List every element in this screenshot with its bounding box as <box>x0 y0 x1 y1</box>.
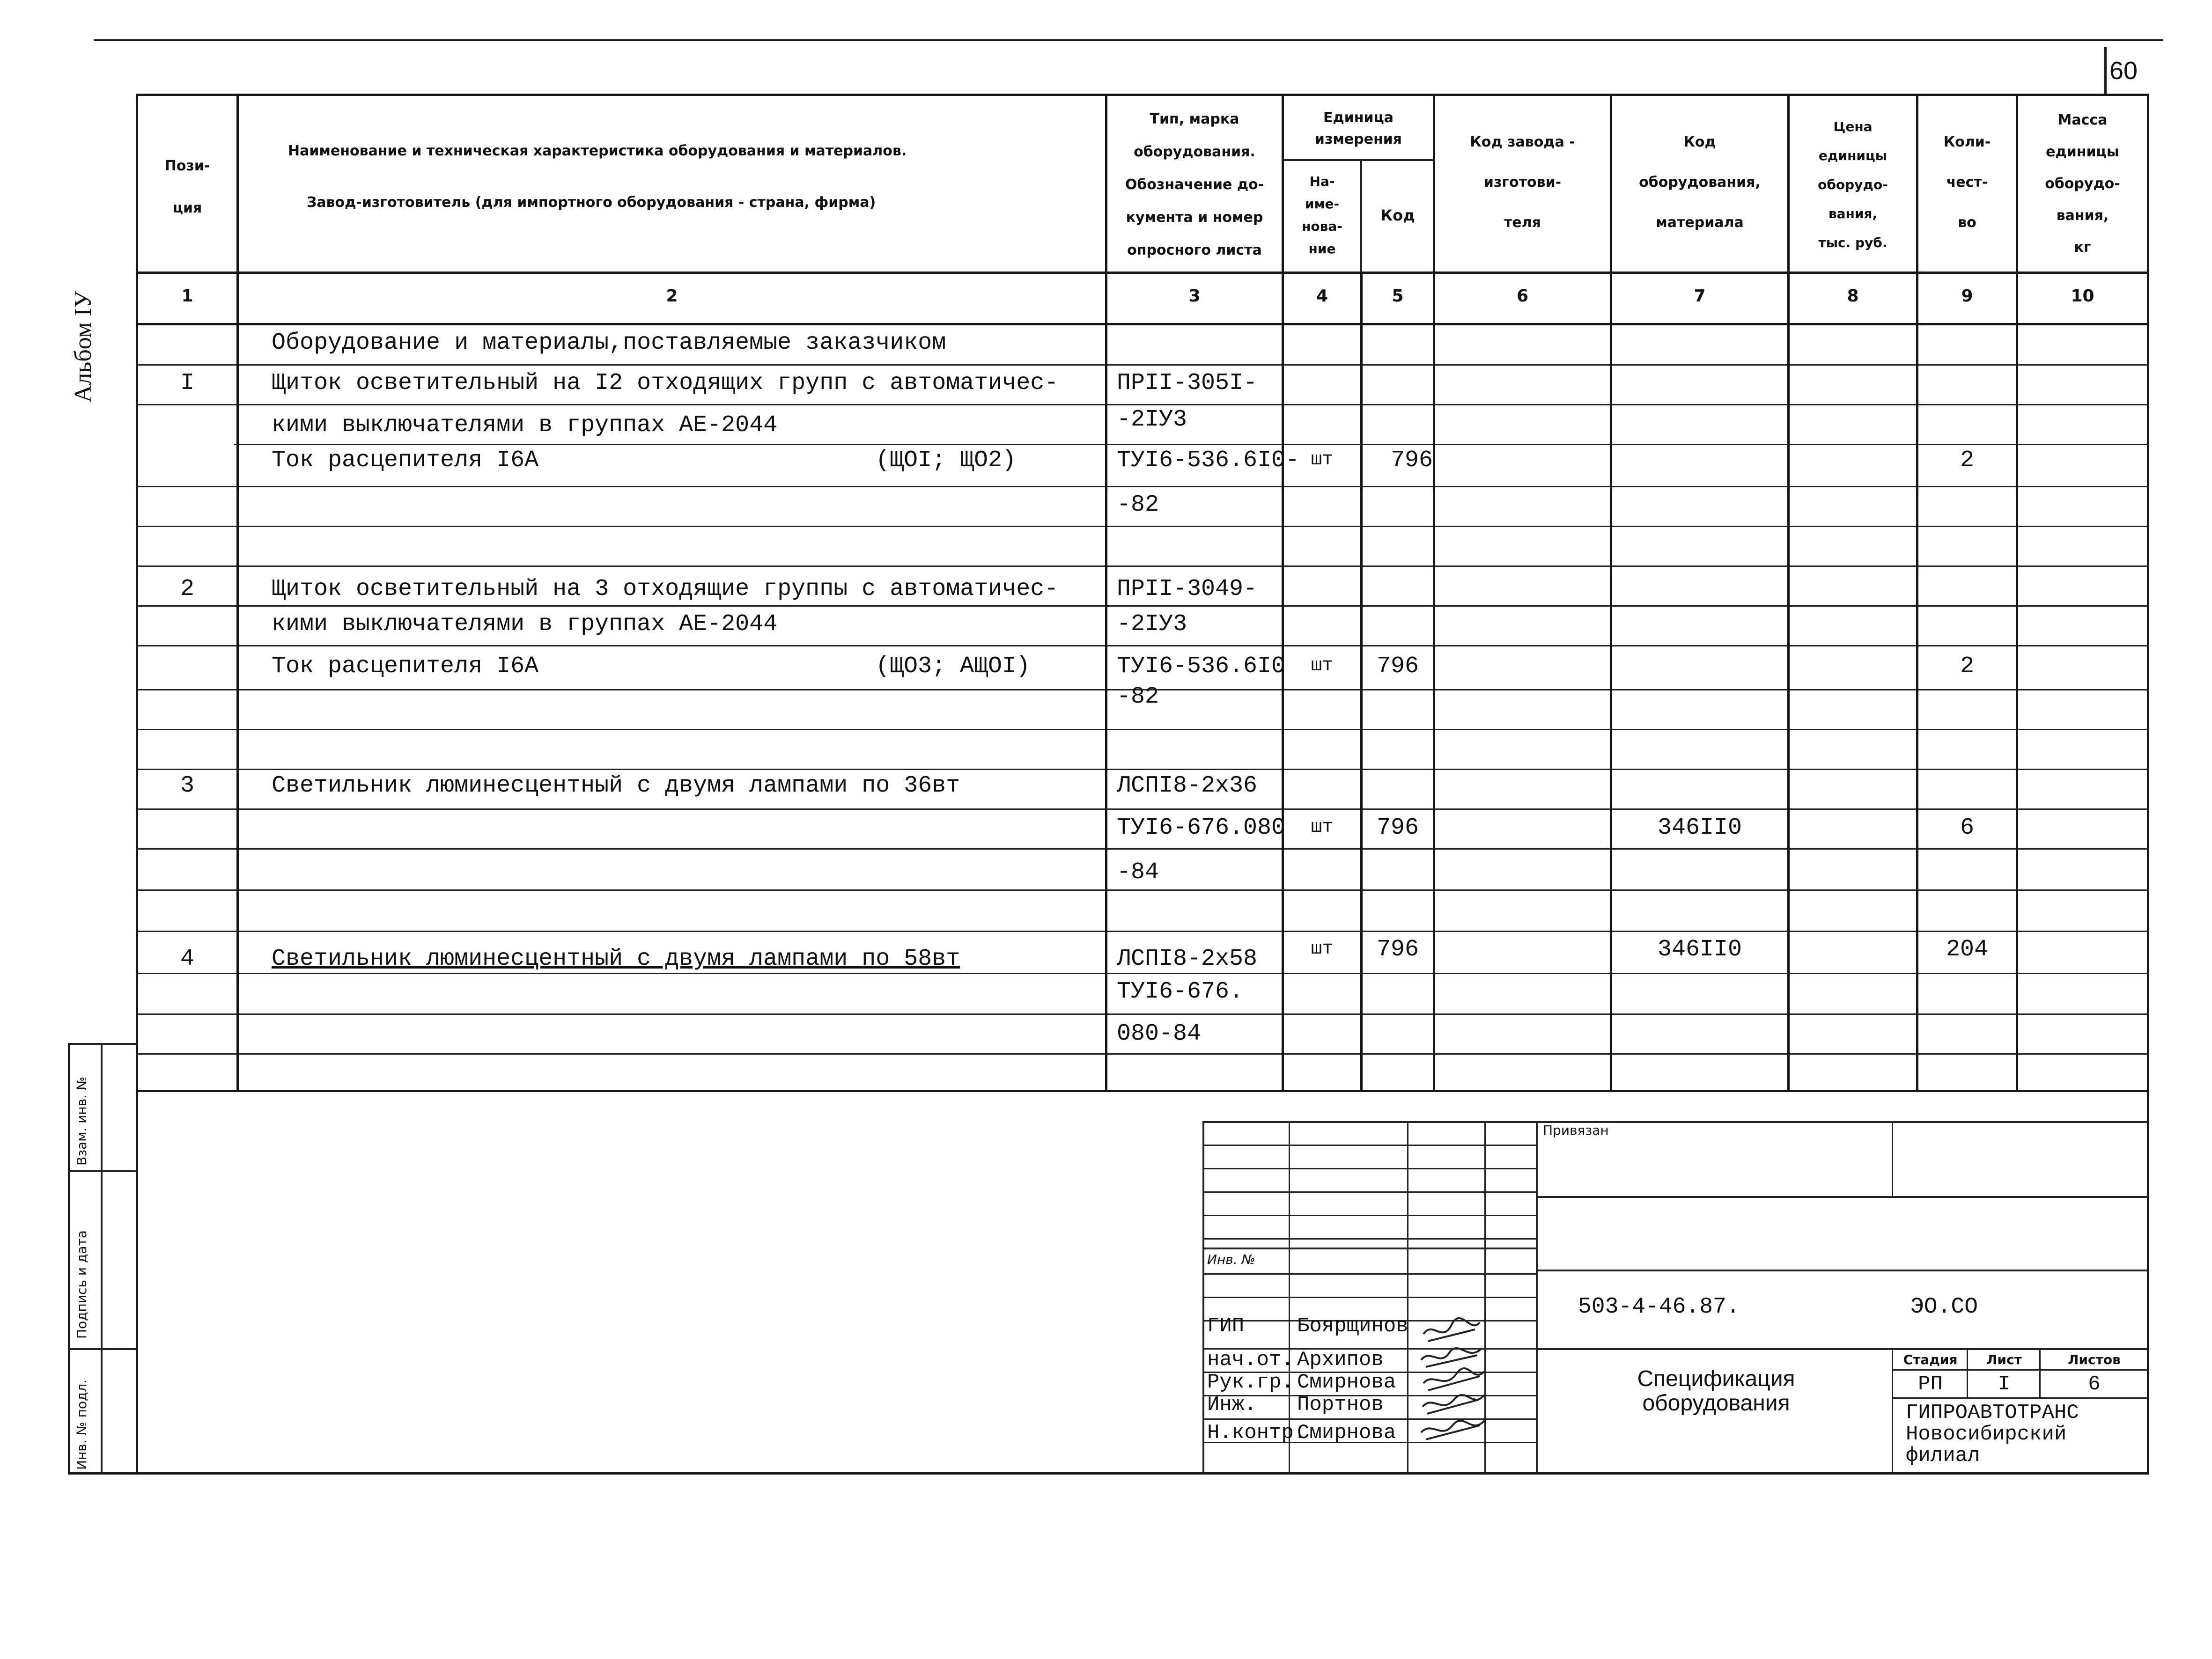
section-title: Оборудование и материалы,поставляемые заказчиком <box>272 330 946 356</box>
margin-stamp-divider <box>101 1043 103 1475</box>
item2-type-line3: ТУI6-536.6I0 <box>1117 653 1286 680</box>
item1-unit: шт <box>1311 449 1334 470</box>
item3-name: Светильник люминесцентный с двумя лампами по 36вт <box>272 772 960 799</box>
stamp-sheets-label: Листов <box>2068 1352 2121 1367</box>
row-line <box>136 526 2149 527</box>
item4-pos: 4 <box>180 946 194 972</box>
hdr-unit-name: На- име- нова- ние <box>1302 174 1342 257</box>
stamp-row <box>1202 1248 1536 1249</box>
stamp-title-line2: оборудования <box>1642 1391 1790 1416</box>
stamp-line <box>1536 1196 2148 1198</box>
stamp-row <box>1202 1238 1536 1240</box>
item3-code: 796 <box>1376 815 1419 841</box>
stamp-row <box>1202 1273 1536 1275</box>
sheet-number-box-left <box>2104 47 2107 94</box>
stamp-doc-suffix: ЭО.СО <box>1910 1294 1978 1320</box>
stamp-org-line1: ГИПРОАВТОТРАНС <box>1906 1401 2079 1424</box>
stamp-role-2: нач.от. <box>1207 1348 1294 1372</box>
item1-name-line2: кими выключателями в группах АЕ-2044 <box>272 412 778 439</box>
row-line <box>136 769 2149 770</box>
item1-name-line1: Щиток осветительный на I2 отходящих групп с автоматичес- <box>272 370 1059 396</box>
item2-code: 796 <box>1376 653 1419 680</box>
stamp-stage: РП <box>1918 1373 1943 1396</box>
hdr-position: Пози- ция <box>164 158 210 216</box>
item1-type-line2: -2IУ3 <box>1117 406 1187 433</box>
unit-subcol-divider <box>1360 159 1362 272</box>
item3-type-line1: ЛСПI8-2х36 <box>1117 772 1258 799</box>
col-number-2: 2 <box>666 286 678 306</box>
stamp-name-4: Портнов <box>1297 1393 1384 1417</box>
item1-qty: 2 <box>1960 447 1974 474</box>
stamp-row <box>1202 1168 1536 1169</box>
row-line <box>136 605 2149 607</box>
margin-stamp-row <box>68 1170 138 1172</box>
table-top-line <box>136 94 2149 96</box>
colnum-bottom-line <box>136 323 2149 325</box>
row-line <box>136 729 2149 730</box>
stamp-row <box>1202 1191 1536 1193</box>
item3-type-line2: ТУI6-676.080 <box>1117 815 1286 841</box>
hdr-equipment-code: Код оборудования, материала <box>1639 134 1761 231</box>
row-line <box>136 486 2149 487</box>
item2-marking: (ЩО3; АЩОI) <box>876 653 1031 680</box>
item4-type-line2: ТУI6-676. <box>1117 978 1244 1005</box>
stamp-sheets: 6 <box>2088 1373 2101 1396</box>
stamp-line <box>1536 1348 2148 1350</box>
col-number-4: 4 <box>1316 286 1328 306</box>
stamp-line <box>1892 1369 2148 1371</box>
table-body-bottom-line <box>136 1090 2149 1092</box>
frame-bottom-line <box>68 1472 2149 1475</box>
item1-type-line1: ПРII-305I- <box>1117 370 1258 396</box>
item2-unit: шт <box>1311 655 1334 676</box>
row-line <box>136 889 2149 891</box>
stamp-org-line3: филиал <box>1906 1444 1980 1468</box>
col-line-1 <box>236 94 239 1092</box>
hdr-name-line2: Завод-изготовитель (для импортного оборудования - страна, фирма) <box>307 194 876 211</box>
item1-pos: I <box>180 370 194 396</box>
item1-type-line3: ТУI6-536.6I0- <box>1117 447 1300 474</box>
hdr-name-line1: Наименование и техническая характеристика оборудования и материалов. <box>288 143 907 159</box>
item3-type-line3: -84 <box>1117 859 1159 886</box>
row-line <box>136 973 2149 974</box>
margin-stamp-top <box>68 1043 138 1045</box>
hdr-quantity: Коли- чест- во <box>1943 134 1991 231</box>
col-number-8: 8 <box>1847 286 1859 306</box>
item3-equip-code: 346II0 <box>1657 815 1742 841</box>
stamp-sheet: I <box>1998 1373 2011 1396</box>
col-number-6: 6 <box>1516 286 1529 306</box>
stamp-line <box>1967 1348 1968 1397</box>
item3-pos: 3 <box>180 772 194 799</box>
stamp-name-3: Смирнова <box>1297 1371 1396 1394</box>
item4-type-line3: 080-84 <box>1117 1020 1202 1047</box>
stamp-row <box>1202 1215 1536 1216</box>
stamp-stage-label: Стадия <box>1903 1352 1958 1367</box>
hdr-unit-group: Единица измерения <box>1314 110 1402 147</box>
row-line <box>136 931 2149 932</box>
stamp-role-1: ГИП <box>1207 1314 1245 1338</box>
col-line-10 <box>2147 94 2149 1092</box>
header-bottom-line <box>136 272 2149 274</box>
row-line <box>136 565 2149 567</box>
item1-marking: (ЩОI; ЩО2) <box>876 447 1017 474</box>
stamp-line <box>1536 1270 2148 1271</box>
stamp-org <box>1906 1402 2079 1467</box>
row-line <box>136 364 2149 366</box>
item4-qty: 204 <box>1946 936 1988 963</box>
signature-marks <box>1419 1315 1489 1456</box>
stamp-name-2: Архипов <box>1297 1348 1384 1372</box>
col-number-3: 3 <box>1188 286 1201 306</box>
item2-type-line4: -82 <box>1117 683 1159 710</box>
col-number-10: 10 <box>2071 286 2094 306</box>
album-label: Альбом IУ <box>70 291 96 403</box>
item4-unit: шт <box>1311 939 1334 960</box>
margin-label-replace-inv: Взам. инв. № <box>74 1076 89 1166</box>
item4-name: Светильник люминесцентный с двумя лампами по 58вт <box>272 946 960 972</box>
stamp-privyazan: Привязан <box>1543 1123 1609 1138</box>
item2-qty: 2 <box>1960 653 1974 680</box>
row-line <box>136 1013 2149 1015</box>
col-number-7: 7 <box>1694 286 1706 306</box>
stamp-role-4: Инж. <box>1207 1393 1257 1417</box>
col-number-1: 1 <box>181 286 193 306</box>
item1-type-line4: -82 <box>1117 492 1159 518</box>
item2-type-line1: ПРII-3049- <box>1117 576 1258 602</box>
row-line <box>136 645 2149 646</box>
stamp-row <box>1202 1145 1536 1146</box>
stamp-privyazan-divider <box>1892 1121 1893 1196</box>
hdr-type: Тип, марка оборудования. Обозначение до- кумента и номер опросного листа <box>1125 111 1264 258</box>
stamp-inv-label: Инв. № <box>1207 1252 1255 1267</box>
stamp-name-5: Смирнова <box>1297 1421 1396 1445</box>
stamp-main-divider <box>1536 1121 1538 1475</box>
row-line <box>136 404 2149 405</box>
row-line <box>136 848 2149 850</box>
stamp-row <box>1202 1297 1536 1298</box>
stamp-doc-code: 503-4-46.87. <box>1578 1294 1740 1320</box>
item2-pos: 2 <box>180 576 194 602</box>
col-line-4 <box>1360 272 1363 1092</box>
top-rule-right <box>627 39 2163 41</box>
stamp-line <box>2039 1348 2041 1397</box>
item1-name-line3: Ток расцепителя I6А <box>272 447 539 474</box>
stamp-role-5: Н.контр. <box>1207 1421 1306 1445</box>
item3-unit: шт <box>1311 817 1334 838</box>
row-line <box>136 808 2149 810</box>
row-line <box>234 444 2149 445</box>
row-line <box>136 1053 2149 1055</box>
stamp-role-3: Рук.гр. <box>1207 1371 1294 1394</box>
unit-group-divider <box>1283 159 1433 161</box>
stamp-sheet-label: Лист <box>1986 1352 2022 1367</box>
stamp-org-line2: Новосибирский <box>1906 1423 2067 1446</box>
item4-type-line1: ЛСПI8-2х58 <box>1117 946 1258 972</box>
item2-type-line2: -2IУ3 <box>1117 611 1187 638</box>
item4-equip-code: 346II0 <box>1657 936 1742 963</box>
item2-name-line2: кими выключателями в группах АЕ-2044 <box>272 611 778 638</box>
stamp-line <box>1892 1397 2148 1399</box>
frame-right-line <box>2147 1090 2149 1475</box>
item2-name-line3: Ток расцепителя I6А <box>272 653 539 680</box>
stamp-org-divider <box>1892 1348 1893 1472</box>
hdr-manufacturer-code: Код завода - изготови- теля <box>1470 134 1575 231</box>
stamp-title <box>1541 1367 1892 1416</box>
stamp-top-line <box>1202 1121 2148 1123</box>
hdr-unit-code: Код <box>1380 206 1415 224</box>
margin-label-sign-date: Подпись и дата <box>74 1230 89 1339</box>
sheet-number: 60 <box>2109 57 2138 85</box>
margin-stamp-row <box>68 1348 138 1350</box>
item1-code: 796 <box>1390 447 1433 474</box>
margin-stamp-left <box>68 1043 70 1475</box>
item4-code: 796 <box>1376 936 1419 963</box>
item2-name-line1: Щиток осветительный на 3 отходящие группы с автоматичес- <box>272 576 1059 602</box>
stamp-title-line1: Спецификация <box>1637 1366 1795 1391</box>
top-rule-left <box>94 39 627 41</box>
hdr-price: Цена единицы оборудо- вания, тыс. руб. <box>1818 119 1888 250</box>
col-number-9: 9 <box>1961 286 1973 306</box>
col-number-5: 5 <box>1392 286 1404 306</box>
item3-qty: 6 <box>1960 815 1974 841</box>
margin-label-inv-orig: Инв. № подл. <box>74 1379 89 1470</box>
hdr-mass: Масса единицы оборудо- вания, кг <box>2045 111 2120 256</box>
stamp-name-1: Боярщинов <box>1297 1314 1408 1338</box>
